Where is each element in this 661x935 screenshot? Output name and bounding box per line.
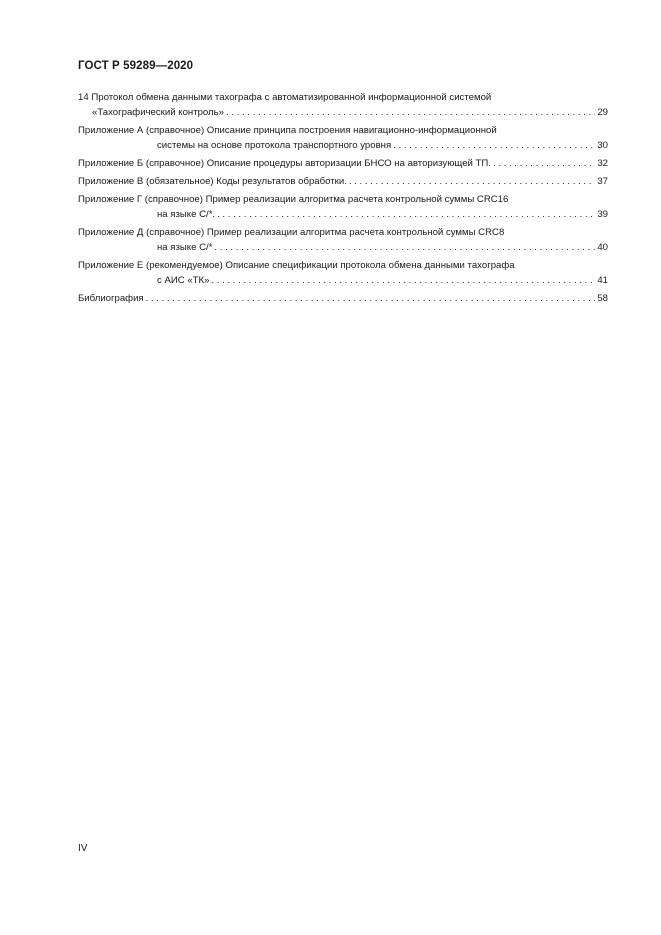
toc-entry[interactable]: [78, 291, 608, 306]
toc-dot-leader: [146, 291, 596, 306]
toc-entry[interactable]: [78, 90, 608, 120]
toc-entry-title: 14 Протокол обмена данными тахографа с автоматизированной информационной системой: [78, 92, 492, 103]
toc-entry-title: Приложение В (обязательное) Коды результатов обработки.: [78, 176, 347, 187]
toc-entry[interactable]: [78, 156, 608, 171]
toc-entry-title: системы на основе протокола транспортного уровня: [157, 140, 392, 151]
toc-entry[interactable]: [78, 258, 608, 288]
toc-entry-title: Библиография: [78, 293, 144, 304]
toc-entry-title: Приложение Б (справочное) Описание процедуры авторизации БНСО на авторизующей ТП.: [78, 158, 491, 169]
toc-entry-last-line: [78, 240, 608, 255]
toc-page-number[interactable]: 41: [597, 275, 608, 286]
toc-entry-title: Приложение Д (справочное) Пример реализации алгоритма расчета контрольной суммы CRC8: [78, 227, 505, 238]
toc-entry-title: Приложение А (справочное) Описание принципа построения навигационно-информационной: [78, 125, 497, 136]
toc-entry-last-line: [78, 105, 608, 120]
toc-page-number[interactable]: 40: [597, 242, 608, 253]
toc-entry-title: Приложение Е (рекомендуемое) Описание спецификации протокола обмена данными тахографа: [78, 260, 515, 271]
toc-dot-leader: [217, 207, 595, 222]
toc-entry-title: на языке С/*.: [157, 209, 216, 220]
toc-entry-first-line: [78, 225, 608, 240]
table-of-contents: [78, 90, 608, 309]
toc-entry[interactable]: [78, 192, 608, 222]
toc-dot-leader: [226, 105, 595, 120]
page-number: IV: [78, 843, 88, 854]
toc-entry-last-line: [78, 138, 608, 153]
toc-page-number[interactable]: 39: [597, 209, 608, 220]
toc-page-number[interactable]: 58: [597, 293, 608, 304]
toc-entry-title: «Тахографический контроль»: [92, 107, 224, 118]
toc-entry[interactable]: [78, 174, 608, 189]
toc-page-number[interactable]: 32: [597, 158, 608, 169]
page-header: ГОСТ Р 59289—2020: [78, 60, 194, 72]
toc-dot-leader: [349, 174, 595, 189]
toc-entry-last-line: [78, 273, 608, 288]
toc-entry-last-line: [78, 207, 608, 222]
toc-entry-first-line: [78, 258, 608, 273]
toc-dot-leader: [393, 138, 595, 153]
toc-entry-last-line: [78, 174, 608, 189]
toc-entry-first-line: [78, 123, 608, 138]
toc-dot-leader: [214, 240, 595, 255]
toc-entry-title: Приложение Г (справочное) Пример реализации алгоритма расчета контрольной суммы CRC16: [78, 194, 509, 205]
toc-entry-first-line: [78, 192, 608, 207]
toc-entry[interactable]: [78, 225, 608, 255]
toc-page-number[interactable]: 30: [597, 140, 608, 151]
toc-entry-title: на языке С/*: [157, 242, 213, 253]
toc-dot-leader: [493, 156, 595, 171]
toc-entry-title: с АИС «ТК»: [157, 275, 210, 286]
toc-dot-leader: [211, 273, 595, 288]
toc-page-number[interactable]: 29: [597, 107, 608, 118]
toc-page-number[interactable]: 37: [597, 176, 608, 187]
toc-entry-last-line: [78, 156, 608, 171]
toc-entry[interactable]: [78, 123, 608, 153]
toc-entry-first-line: [78, 90, 608, 105]
toc-entry-last-line: [78, 291, 608, 306]
